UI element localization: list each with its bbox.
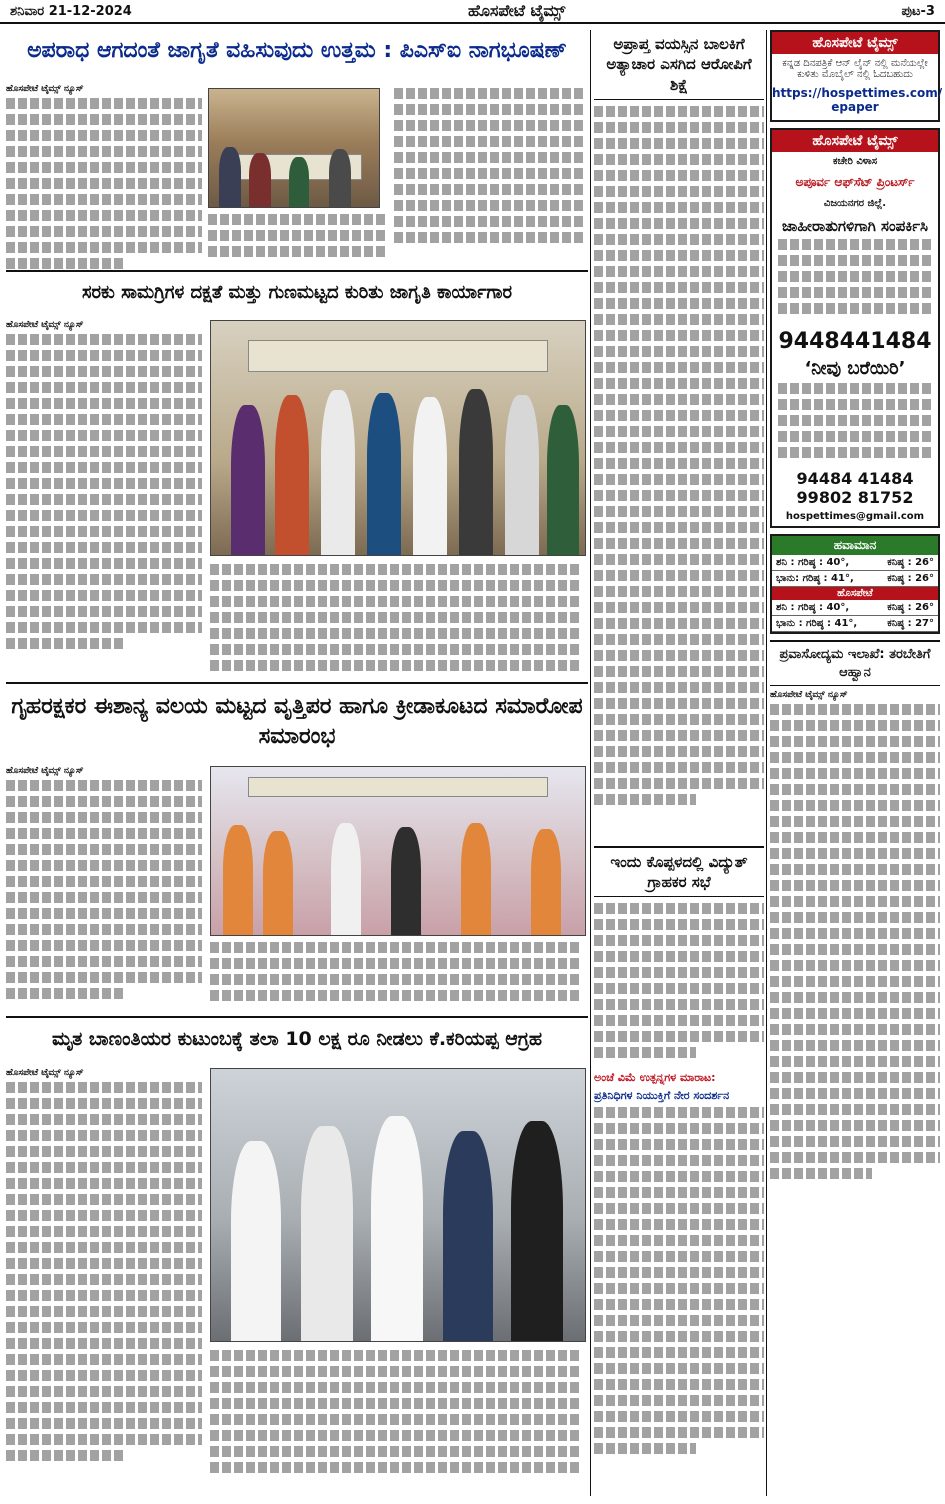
ad-phone-a: 94484 41484 [796,469,914,488]
right-sidebar [770,30,943,1204]
article-body [6,320,202,679]
weather-city: ಹೊಸಪೇಟೆ [772,587,938,600]
middle-column [594,30,764,1487]
column-divider [590,30,591,1496]
ad-tagline: ‘ನೀವು ಬರೆಯಿರಿ’ [804,358,906,379]
ad-phone-b: 99802 81752 [796,488,914,507]
epaper-promo [770,30,943,122]
ad-email[interactable]: hospettimes@gmail.com [785,511,925,522]
issue-date: ಶನಿವಾರ 21-12-2024 [10,3,132,19]
article-headline: ಅಪರಾಧ ಆಗದಂತೆ ಜಾಗೃತೆ ವಹಿಸುವುದು ಉತ್ತಮ : ಪಿಎಸ್‌ಐ ನಾಗಭೂಷಣ್ [27,38,567,63]
promo-text: ಕನ್ನಡ ದಿನಪತ್ರಿಕೆ ಆನ್ ಲೈನ್ ನಲ್ಲಿ ಮನೆಯಲ್ಲೇ ಕುಳಿತು ಮೊಬೈಲ್ ನಲ್ಲಿ ಓದಬಹುದು [782,58,928,80]
subheading-postal-insurance: ಅಂಚೆ ವಿಮೆ ಉತ್ಪನ್ನಗಳ ಮಾರಾಟ: [594,1071,716,1085]
weather-row: ಭಾನು: ಗರಿಷ್ಠ : 41°, ಕನಿಷ್ಠ : 26° [772,571,938,587]
article-byline: ಹೊಸಪೇಟೆ ಟೈಮ್ಸ್ ನ್ಯೂಸ್ [6,84,84,94]
article-photo [210,320,586,556]
article-photo [210,1068,586,1342]
article-home-guards [6,684,588,1018]
promo-title: ಹೊಸಪೇಟೆ ಟೈಮ್ಸ್ [772,32,938,54]
ad-printer: ಅಪೂರ್ವ ಆಫ್‌ಸೆಟ್ ಪ್ರಿಂಟರ್ಸ್ [795,175,915,189]
article-crime-awareness [6,30,588,272]
article-headline: ಗೃಹರಕ್ಷಕರ ಈಶಾನ್ಯ ವಲಯ ಮಟ್ಟದ ವೃತ್ತಿಪರ ಹಾಗೂ ಕ್ರೀಡಾಕೂಟದ ಸಮಾರೋಪ ಸಮಾರಂಭ [11,694,583,749]
article-body [6,84,202,272]
article-photo [210,766,586,936]
article-photo [208,88,380,208]
tourism-headline: ಪ್ರವಾಸೋದ್ಯಮ ಇಲಾಖೆ: ತರಬೇತಿಗೆ ಆಹ್ವಾನ [770,640,940,686]
advertisement-box [770,128,940,528]
article-headline: ಸರಕು ಸಾಮಗ್ರಿಗಳ ದಕ್ಷತೆ ಮತ್ತು ಗುಣಮಟ್ಟದ ಕುರಿತು ಜಾಗೃತಿ ಕಾರ್ಯಾಗಾರ [81,282,513,303]
epaper-link[interactable]: https://hospettimes.com/ epaper [772,86,943,114]
weather-row: ಶನಿ : ಗರಿಷ್ಠ : 40°, ಕನಿಷ್ಠ : 26° [772,555,938,571]
page-number: ಪುಟ-3 [901,3,935,19]
article-headline: ಮೃತ ಬಾಣಂತಿಯರ ಕುಟುಂಬಕ್ಕೆ ತಲಾ 10 ಲಕ್ಷ ರೂ ನೀಡಲು ಕೆ.ಕರಿಯಪ್ಪ ಆಗ್ರಹ [51,1028,543,1050]
ad-title: ಹೊಸಪೇಟೆ ಟೈಮ್ಸ್ [772,130,938,152]
ad-phone-main: 9448441484 [778,329,932,354]
story-headline-court: ಅಪ್ರಾಪ್ತ ವಯಸ್ಸಿನ ಬಾಲಕಿಗೆ ಅತ್ಯಾಚಾರ ಎಸಗಿದ ಆರೋಪಿಗೆ ಶಿಕ್ಷೆ [594,30,764,100]
subheading-interview: ಪ್ರತಿನಿಧಿಗಳ ನಿಯುಕ್ತಿಗೆ ನೇರ ಸಂದರ್ಶನ [594,1089,730,1103]
weather-row: ಶನಿ : ಗರಿಷ್ಠ : 40°, ಕನಿಷ್ಠ : 26° [772,600,938,616]
article-quality-workshop [6,272,588,684]
article-byline: ಹೊಸಪೇಟೆ ಟೈಮ್ಸ್ ನ್ಯೂಸ್ [6,320,84,330]
ad-office: ಕಚೇರಿ ವಿಳಾಸ [832,156,878,167]
column-divider [766,30,767,1496]
article-body [6,766,202,1018]
weather-box [770,534,940,634]
story-headline-electricity: ಇಂದು ಕೊಪ್ಪಳದಲ್ಲಿ ವಿದ್ಯುತ್ ಗ್ರಾಹಕರ ಸಭೆ [594,846,764,898]
ad-city: ವಿಜಯನಗರ ಜಿಲ್ಲೆ. [823,198,887,209]
paper-name: ಹೊಸಪೇಟೆ ಟೈಮ್ಸ್ [467,1,566,20]
weather-row: ಭಾನು : ಗರಿಷ್ಠ : 41°, ಕನಿಷ್ಠ : 27° [772,616,938,632]
article-mothers-compensation [6,1018,588,1504]
weather-title: ಹವಾಮಾನ [772,536,938,555]
article-body [6,1068,202,1502]
article-byline: ಹೊಸಪೇಟೆ ಟೈಮ್ಸ್ ನ್ಯೂಸ್ [6,1068,84,1078]
ad-heading: ಜಾಹೀರಾತುಗಳಿಗಾಗಿ ಸಂಪರ್ಕಿಸಿ [781,217,929,235]
article-byline: ಹೊಸಪೇಟೆ ಟೈಮ್ಸ್ ನ್ಯೂಸ್ [6,766,84,776]
page-header [0,0,945,24]
tourism-byline: ಹೊಸಪೇಟೆ ಟೈಮ್ಸ್ ನ್ಯೂಸ್ [770,690,848,701]
